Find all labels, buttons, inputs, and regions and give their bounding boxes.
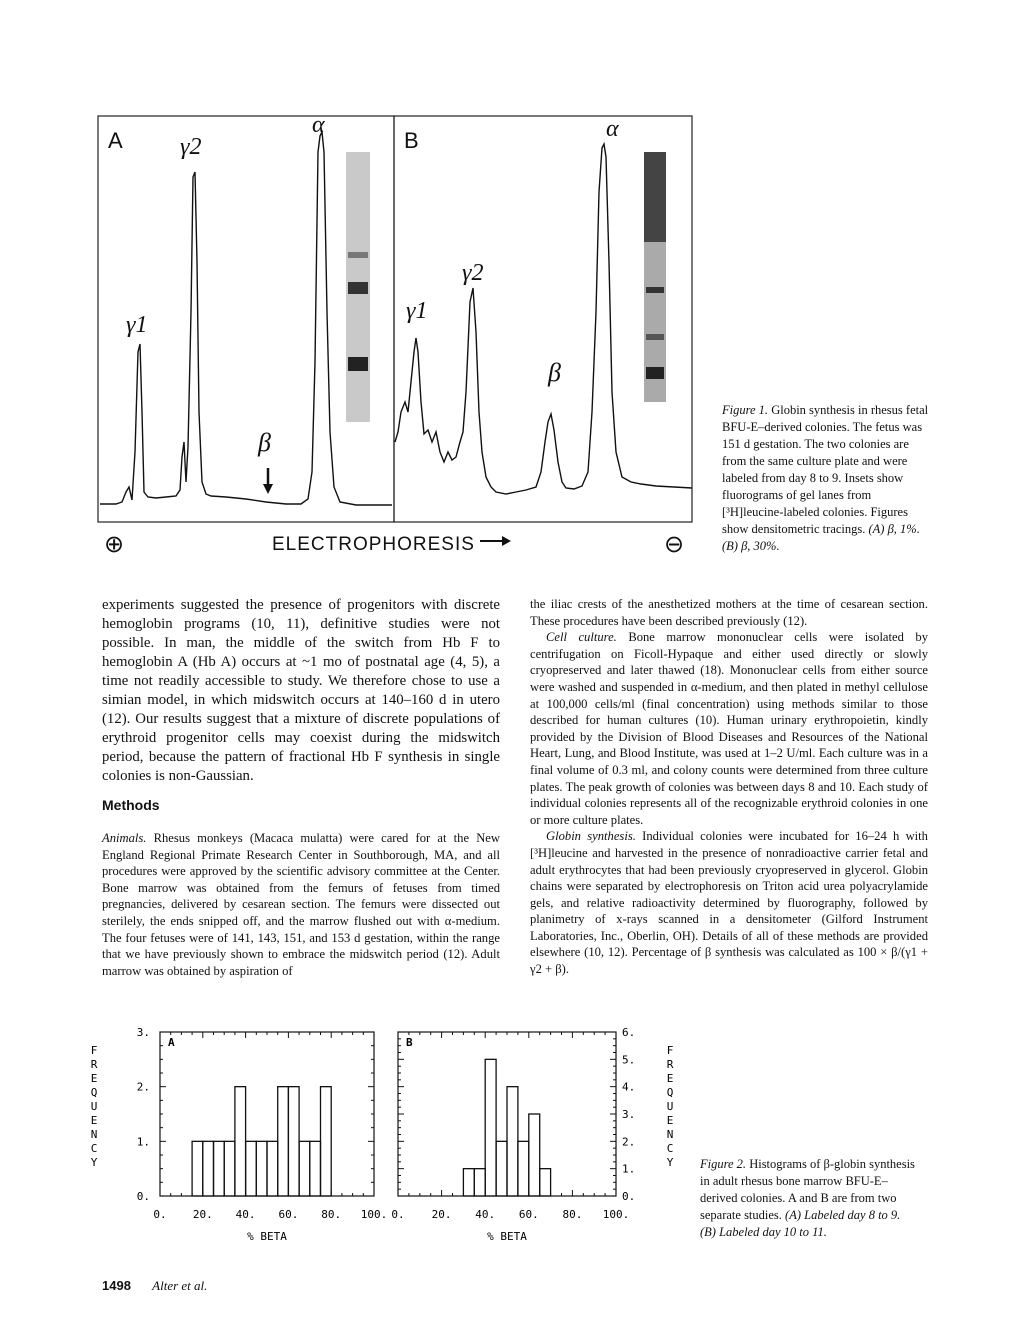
hist-a-y-tick-label: 0.: [136, 1190, 150, 1203]
hist-b-bar: [540, 1169, 551, 1196]
figure-1-caption-a: (A) β, 1%.: [868, 522, 920, 536]
hist-a-y-tick-label: 3.: [136, 1026, 150, 1039]
intro-paragraph: experiments suggested the presence of progenitors with discrete hemoglobin programs (10, 11), definitive studies were not possible. In man, the middle of the switch from Hb F to hemoglobin A (Hb A) occurs at ~1 mo of postnatal age (4, 5), a time not readily accessible to study. We therefore chose to use a simian model, in which midswitch occurs at 140–160 d in utero (12). Our results suggest that a mixture of discrete populations of erythroid progenitor cells may coexist during the midswitch period, because the pattern of fractional Hb F synthesis in single colonies is non-Gaussian.: [102, 597, 500, 784]
hist-a-bar: [321, 1087, 332, 1196]
panel-b-label: B: [404, 128, 419, 153]
hist-b-y-tick-label: 4.: [622, 1080, 636, 1094]
hist-a-bar: [192, 1141, 203, 1196]
hist-a-x-tick-label: 0.: [153, 1208, 167, 1221]
figure-1-densitometry: [96, 112, 696, 572]
peak-b-gamma1: γ1: [406, 298, 428, 324]
hist-b-y-tick-label: 3.: [622, 1108, 636, 1121]
hist-b-x-tick-label: 20.: [431, 1208, 452, 1221]
hist-a-x-tick-label: 20.: [192, 1208, 213, 1221]
hist-b-y-tick-label: 6.: [622, 1026, 636, 1039]
hist-b-x-axis-label: % BETA: [487, 1230, 527, 1243]
hist-b-bar: [496, 1141, 507, 1196]
animals-label: Animals.: [102, 831, 147, 845]
hist-b-y-tick-label: 1.: [622, 1162, 636, 1176]
hist-b-y-axis-letter: R: [666, 1058, 674, 1071]
globin-synthesis-label: Globin synthesis.: [546, 829, 636, 844]
hist-a-y-tick-label: 1.: [136, 1135, 150, 1149]
hist-a-panel-label: A: [168, 1036, 175, 1049]
peak-b-gamma2: γ2: [462, 260, 484, 286]
figure-2-caption-text: Histograms of β-globin synthesis in adult rhesus bone marrow BFU-E–derived colonies. A and B are from two separate studies.: [700, 1157, 915, 1222]
hist-b-bar: [474, 1169, 485, 1196]
footer: [102, 1278, 207, 1294]
hist-a-bar: [256, 1141, 267, 1196]
peak-a-gamma2: γ2: [180, 134, 202, 160]
peak-a-alpha: α: [312, 112, 325, 138]
hist-b-y-axis-letter: F: [666, 1044, 674, 1057]
hist-a-x-tick-label: 100.: [360, 1208, 388, 1221]
figure-2-caption-ending: (A) Labeled day 8 to 9. (B) Labeled day 10 to 11.: [700, 1208, 901, 1239]
hist-b-y-tick-label: 5.: [622, 1053, 636, 1067]
figure-1: [96, 112, 696, 572]
panel-b-gel-inset: [644, 152, 666, 402]
figure-1-caption-title: Figure 1.: [722, 403, 769, 417]
hist-a-bar: [224, 1141, 235, 1196]
hist-b-y-axis-letter: E: [666, 1072, 674, 1085]
hist-a-y-axis-letter: U: [90, 1100, 98, 1113]
running-authors: Alter et al.: [152, 1278, 208, 1293]
hist-b-bar: [463, 1169, 474, 1196]
peak-b-alpha: α: [606, 116, 619, 142]
methods-heading: Methods: [102, 797, 160, 813]
hist-a-x-axis-label: % BETA: [247, 1230, 287, 1243]
figure-2-caption-title: Figure 2.: [700, 1157, 747, 1171]
plus-electrode: ⊕: [104, 530, 125, 558]
hist-a-x-tick-label: 40.: [235, 1208, 256, 1221]
hist-b-x-tick-label: 0.: [391, 1208, 405, 1221]
figure-1-caption-text: Globin synthesis in rhesus fetal BFU-E–derived colonies. The fetus was 151 d gestation. The two colonies are from the same culture plate and were labeled from day 8 to 9. Insets show fluorograms of gel lanes from [³H]leucine-labeled colonies. Figures show densitometric tracings.: [722, 403, 929, 536]
hist-a-bar: [310, 1141, 321, 1196]
electrophoresis-label: ELECTROPHORESIS: [272, 534, 475, 555]
hist-b-x-tick-label: 100.: [602, 1208, 630, 1221]
electrophoresis-arrowhead: [502, 536, 511, 546]
hist-b-y-axis-letter: C: [666, 1142, 674, 1155]
hist-b-bar: [507, 1087, 518, 1196]
hist-b-x-tick-label: 40.: [475, 1208, 496, 1221]
hist-b-y-axis-letter: E: [666, 1114, 674, 1127]
hist-b-y-tick-label: 2.: [622, 1135, 636, 1149]
figure-2-caption: [700, 1156, 918, 1241]
hist-a-y-axis-letter: C: [90, 1142, 98, 1155]
hist-b-y-axis-label: [667, 1044, 674, 1169]
hist-a-x-tick-label: 80.: [321, 1208, 342, 1221]
hist-a-y-axis-letter: Q: [90, 1086, 98, 1099]
peak-a-gamma1: γ1: [126, 312, 148, 338]
hist-a-bar: [288, 1087, 299, 1196]
hist-a-y-axis-label: [91, 1044, 98, 1169]
hist-b-x-tick-label: 60.: [518, 1208, 539, 1221]
hist-a-bar: [214, 1141, 225, 1196]
hist-a-bar: [299, 1141, 310, 1196]
hist-a-y-axis-letter: N: [90, 1128, 98, 1141]
hist-b-y-axis-letter: Q: [666, 1086, 674, 1099]
cell-culture-text: Bone marrow mononuclear cells were isolated by centrifugation on Ficoll-Hypaque and either used directly or slowly cryopreserved and later thawed (18). Mononuclear cells from either source were washed and suspended in α-medium, and then plated in methyl cellulose at 100,000 cells/ml (final concentration) using methods similar to those described for human cultures (10). Human urinary erythropoietin, kindly provided by the Division of Blood Diseases and Resources of the National Heart, Lung, and Blood Institute, was used at 1–2 U/ml. Each culture was in a final volume of 0.3 ml, and colony counts were determined from three culture plates. The peak growth of colonies was between days 8 and 10. Each study of individual colonies represents all of the recognizable erythroid colonies in one or more culture plates.: [530, 630, 928, 827]
hist-b-bar: [518, 1141, 529, 1196]
hist-b-bar: [485, 1059, 496, 1196]
page-number: 1498: [102, 1278, 131, 1293]
hist-a-y-axis-letter: Y: [90, 1156, 98, 1169]
hist-b-y-axis-letter: N: [666, 1128, 674, 1141]
figure-2-histograms: [86, 1020, 686, 1246]
hist-a-x-tick-label: 60.: [278, 1208, 299, 1221]
hist-a-y-axis-letter: E: [90, 1114, 98, 1127]
hist-a-y-axis-letter: R: [90, 1058, 98, 1071]
beta-arrow: [263, 468, 273, 494]
left-column-intro: [102, 596, 500, 786]
animals-text: Rhesus monkeys (Macaca mulatta) were cared for at the New England Regional Primate Research Center in Southborough, MA, and all procedures were approved by the scientific advisory committee at the Center. Bone marrow was obtained from the femurs of fetuses from timed pregnancies, delivered by cesarean section. The femurs were dissected out sterilely, the ends snipped off, and the marrow flushed out with α-medium. The four fetuses were of 141, 143, 151, and 153 d gestation, within the range that we have previously shown to embrace the midswitch period (12). Adult marrow was obtained by aspiration of: [102, 831, 500, 978]
hist-a-bar: [235, 1087, 246, 1196]
panel-a-label: A: [108, 128, 123, 153]
hist-a-bar: [278, 1087, 289, 1196]
hist-b-panel-label: B: [406, 1036, 413, 1049]
panel-a-gel-inset: [346, 152, 370, 422]
hist-b-y-axis-letter: Y: [666, 1156, 674, 1169]
hist-a-y-tick-label: 2.: [136, 1080, 150, 1094]
cell-culture-label: Cell culture.: [546, 630, 617, 645]
hist-a-bar: [203, 1141, 214, 1196]
hist-b-x-tick-label: 80.: [562, 1208, 583, 1221]
hist-a-y-axis-letter: F: [90, 1044, 98, 1057]
figure-1-caption-b: (B) β, 30%.: [722, 539, 780, 553]
hist-a-bar: [246, 1141, 257, 1196]
right-para-1: the iliac crests of the anesthetized mothers at the time of cesarean section. These procedures have been described previously (12).: [530, 597, 928, 628]
hist-a-bar: [267, 1141, 278, 1196]
hist-b-bar: [529, 1114, 540, 1196]
hist-b-y-axis-letter: U: [666, 1100, 674, 1113]
hist-b-y-tick-label: 0.: [622, 1190, 636, 1203]
right-column: [530, 596, 928, 978]
peak-b-beta: β: [548, 358, 561, 387]
minus-electrode: ⊖: [664, 530, 685, 558]
figure-1-caption: [722, 402, 934, 555]
left-column-animals: [102, 830, 500, 979]
peak-a-beta: β: [258, 428, 271, 457]
hist-a-y-axis-letter: E: [90, 1072, 98, 1085]
globin-synthesis-text: Individual colonies were incubated for 16–24 h with [³H]leucine and harvested in the presence of nonradioactive carrier fetal and adult erythrocytes that had been previously cryopreserved in glycerol. Globin chains were separated by electrophoresis on Triton acid urea polyacrylamide gels, and relative radioactivity determined by fluorography, followed by planimetry of x-rays scanned in a densitometer (Gilford Instrument Laboratories, Inc., Oberlin, OH). Details of all of these methods are provided elsewhere (10, 12). Percentage of β synthesis was calculated as 100 × β/(γ1 + γ2 + β).: [530, 829, 928, 977]
